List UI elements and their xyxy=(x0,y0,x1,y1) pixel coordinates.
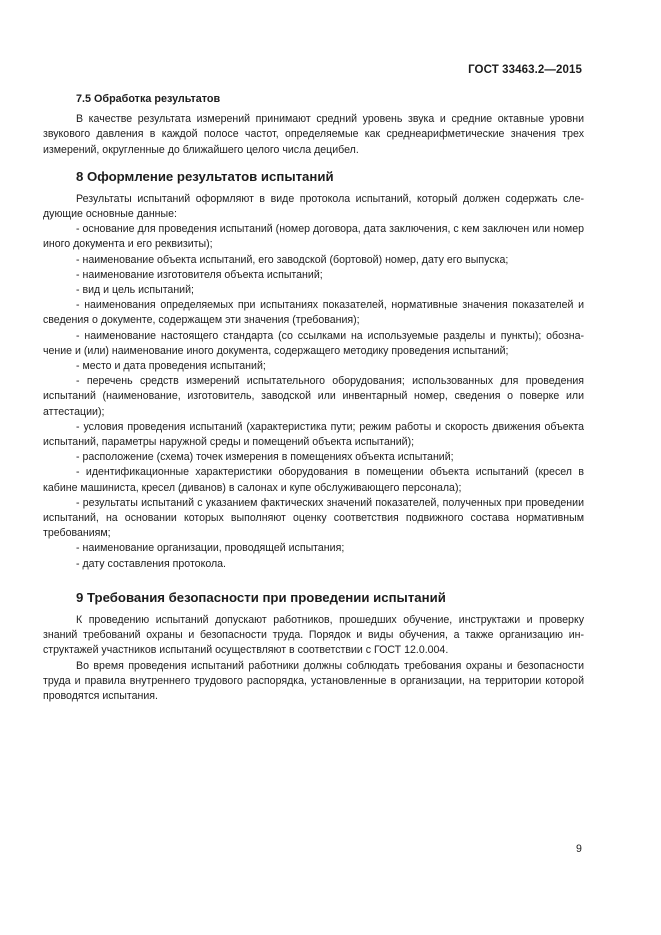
section-7-5-text: В качестве результата измерений принимают средний уровень звука и средние октавные уровни звукового давления в каждой полосе частот, определяемые как среднеарифметические значения трех измерений, округленные до ближайшего целого числа децибел. xyxy=(43,113,584,156)
list-item: - идентификационные характеристики оборудования в помещении объекта испытаний (кресел в кабине машиниста, кресел (диванов) в салонах и купе обслуживающего персонала); xyxy=(43,466,584,494)
section-7-5-title: 7.5 Обработка результатов xyxy=(76,93,221,105)
list-item: - перечень средств измерений испытательного оборудования; использованных для проведения испытаний (наименование, изготовитель, заводской или инвентарный номер, сведения о поверке или аттестации); xyxy=(43,375,584,418)
section-9-title: 9 Требования безопасности при проведении испытаний xyxy=(76,589,446,605)
list-item: - условия проведения испытаний (характеристика пути; режим работы и скорость движения объекта испытаний, параметры наружной среды и помещений объекта испытаний); xyxy=(43,420,584,449)
section-8-title: 8 Оформление результатов испытаний xyxy=(76,168,334,184)
page-number: 9 xyxy=(576,843,582,855)
list-item: - вид и цель испытаний; xyxy=(76,284,194,297)
list-item: - основание для проведения испытаний (номер договора, дата заключения, с кем заключен или номер иного документа и его реквизиты); xyxy=(43,223,584,251)
list-item: - место и дата проведения испытаний; xyxy=(76,360,266,373)
section-8-intro: Результаты испытаний оформляют в виде протокола испытаний, который должен содержать следующие основные данные: xyxy=(43,192,584,221)
list-item: - наименование объекта испытаний, его заводской (бортовой) номер, дату его выпуска; xyxy=(76,253,509,266)
list-item: - наименование организации, проводящей испытания; xyxy=(76,542,345,555)
list-item: - дату составления протокола. xyxy=(76,557,226,570)
list-item: - наименования определяемых при испытаниях показателей, нормативные значения показателей и сведения о документе, содержащем эти значения (требования); xyxy=(43,299,584,327)
list-item: - результаты испытаний с указанием фактических значений показателей, полученных при проведении испытаний, на основании которых выполняют оценку соответствия подвижного состава нормативным требованиям; xyxy=(43,496,584,540)
list-item: - наименование настоящего стандарта (со ссылками на используемые разделы и пункты); обозначение и (или) наименование иного документа, содержащего методику проведения испытаний; xyxy=(43,329,584,357)
section-9-paragraph: Во время проведения испытаний работники должны соблюдать требования охраны и безопасности труда и правила внутреннего трудового распорядка, установленные в организации, на территории которой проводятся испытания. xyxy=(43,659,584,702)
standard-code: ГОСТ 33463.2—2015 xyxy=(468,64,582,76)
page-content xyxy=(43,92,584,704)
list-item: - расположение (схема) точек измерения в помещениях объекта испытаний; xyxy=(76,451,454,464)
list-item: - наименование изготовителя объекта испытаний; xyxy=(76,268,323,281)
section-9-paragraph: К проведению испытаний допускают работников, прошедших обучение, инструктажи и проверку знаний требований охраны и безопасности труда. Порядок и виды обучения, а также организацию инструктажей участников испытаний осуществляют в соответствии с ГОСТ 12.0.004. xyxy=(43,613,584,657)
